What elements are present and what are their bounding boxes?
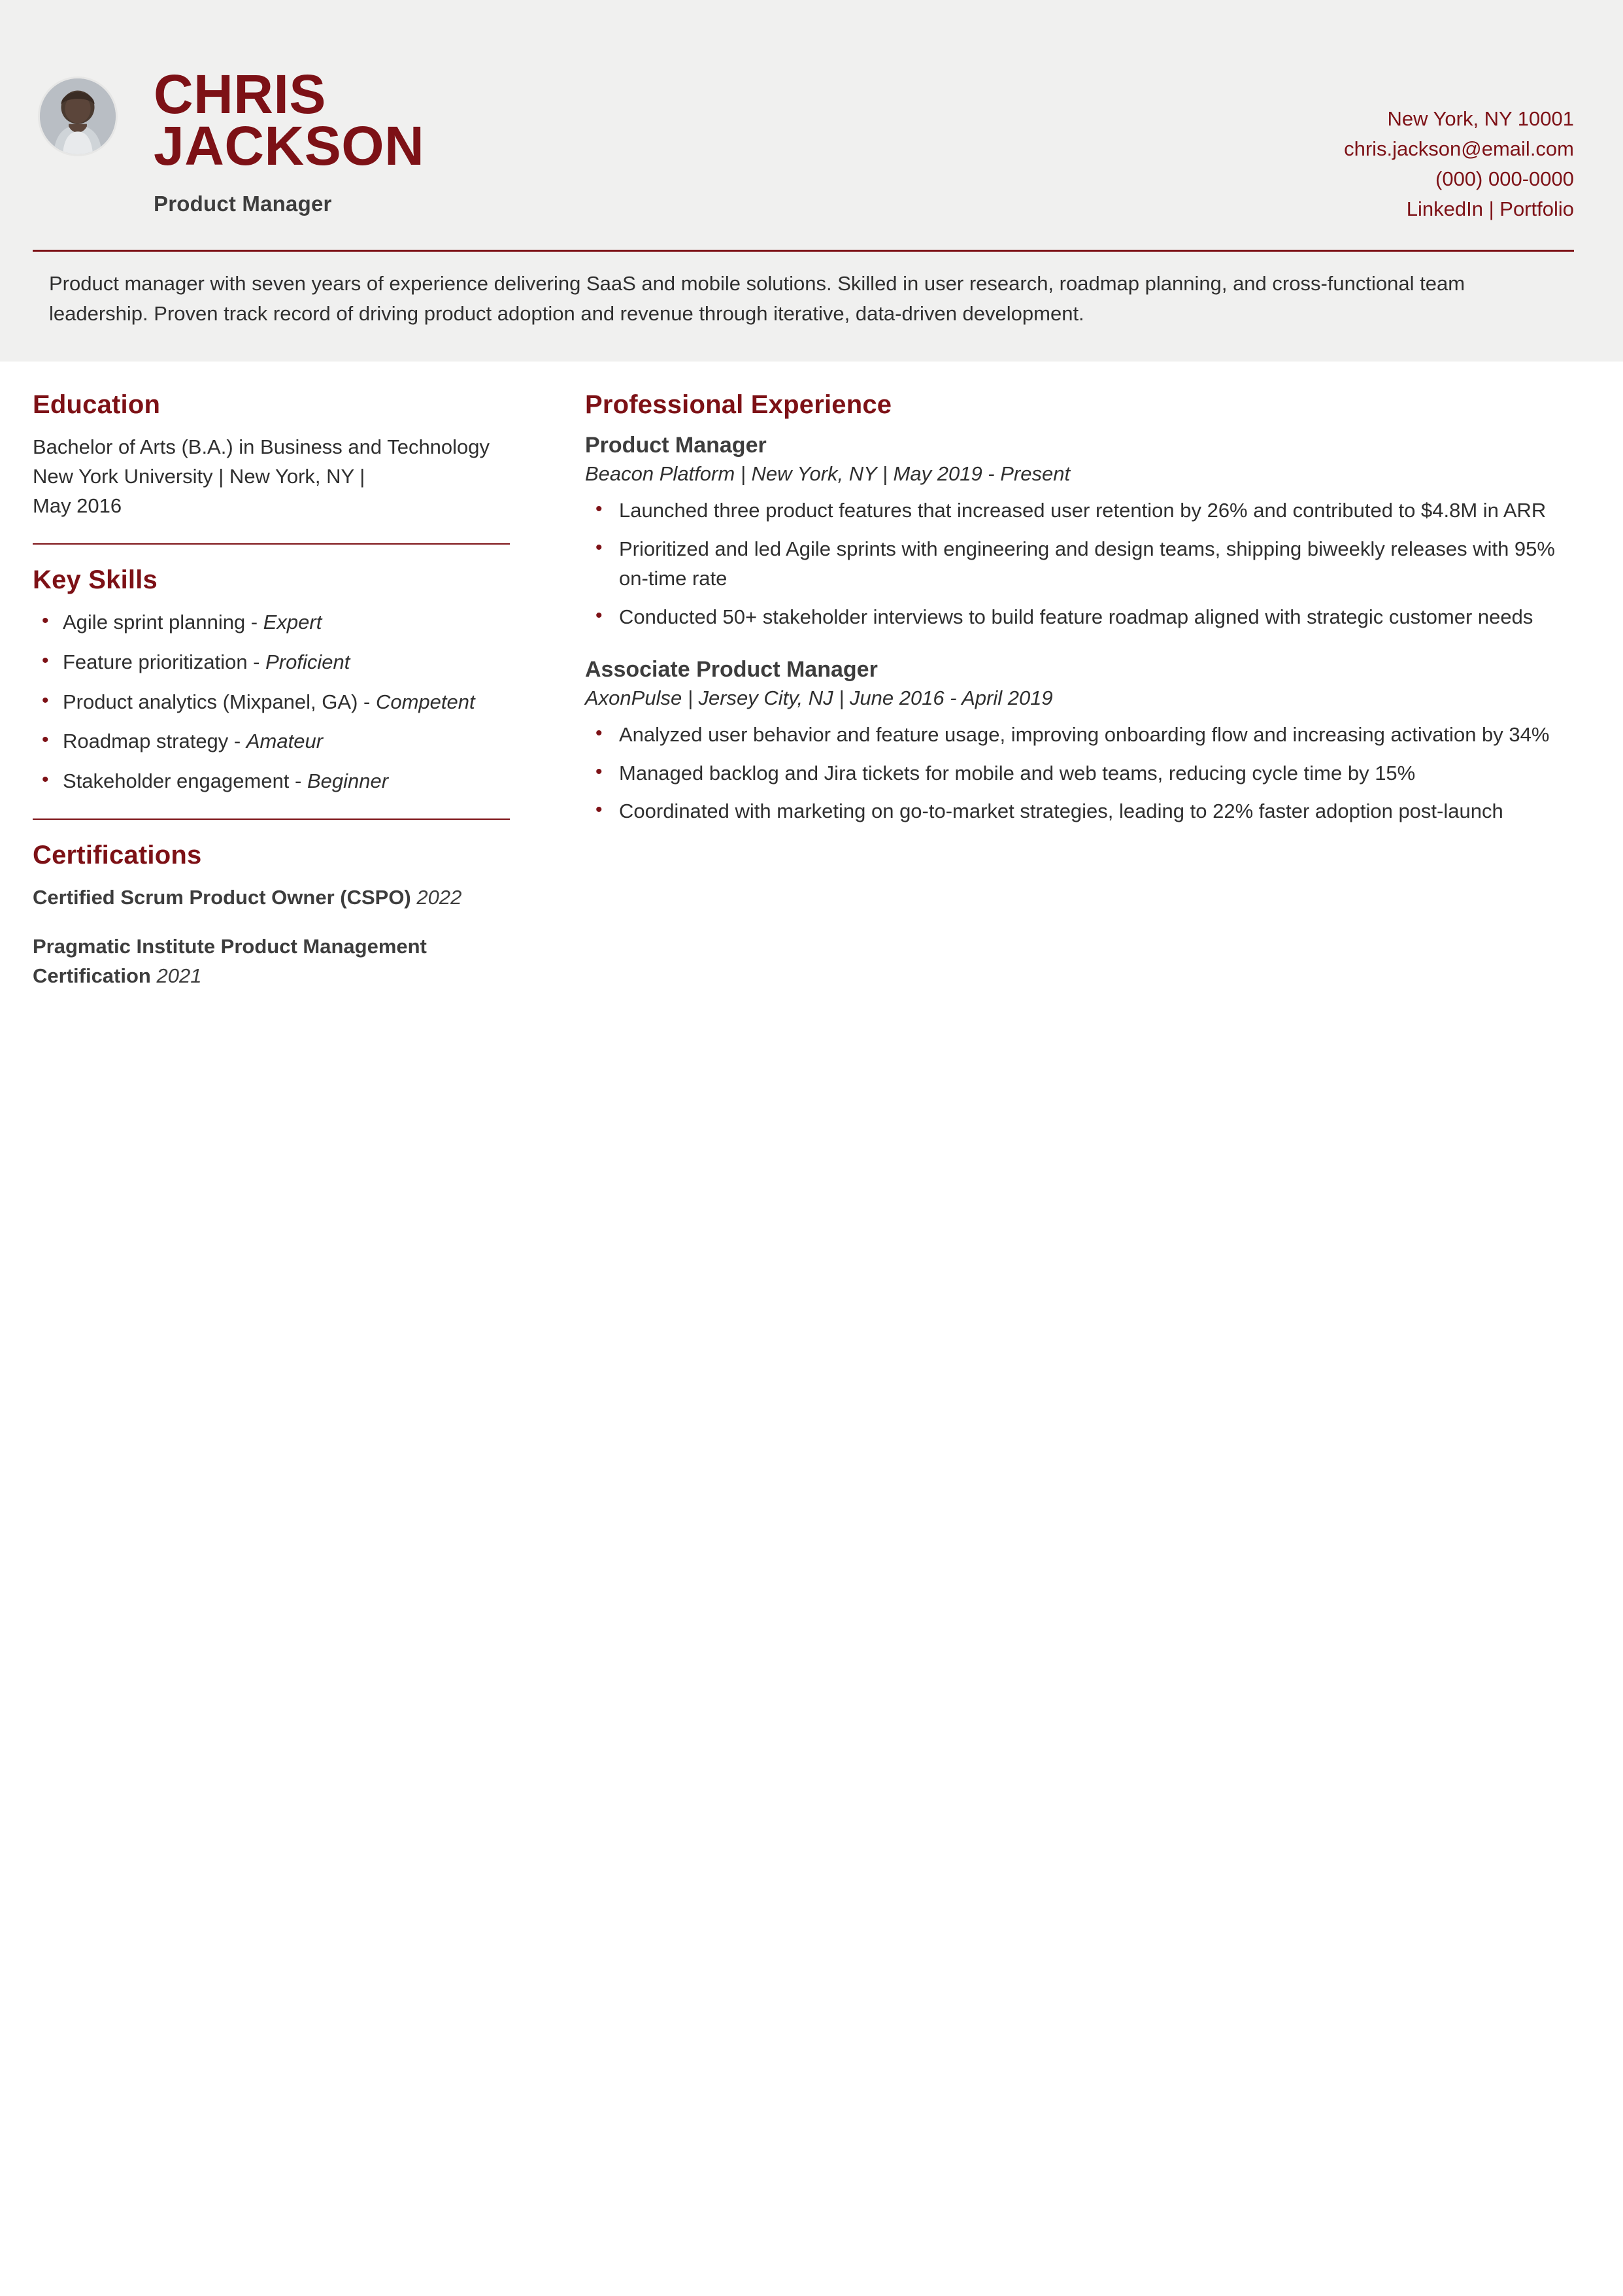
experience-title: Professional Experience — [585, 390, 892, 419]
professional-summary: Product manager with seven years of experience delivering SaaS and mobile solutions. Skilled in user research, roadmap planning, and cross-functional team leadership. Proven track record of driving product adoption and revenue through iterative, data-driven development. — [49, 272, 1465, 325]
skills-divider — [33, 819, 510, 820]
list-item — [33, 688, 510, 717]
skill-name: Agile sprint planning - — [63, 610, 263, 633]
experience-entry — [585, 657, 1577, 827]
avatar — [38, 76, 118, 156]
list-item — [33, 767, 510, 796]
list-item: • Analyzed user behavior and feature usage, improving onboarding flow and increasing activation by 34% — [585, 720, 1577, 750]
skill-name: Roadmap strategy - — [63, 730, 246, 753]
list-item: • Conducted 50+ stakeholder interviews to build feature roadmap aligned with strategic customer needs — [585, 603, 1577, 632]
skills-section — [33, 566, 510, 797]
list-item: • Managed backlog and Jira tickets for mobile and web teams, reducing cycle time by 15% — [585, 759, 1577, 788]
right-column — [549, 362, 1623, 1011]
list-item — [33, 932, 510, 991]
certifications-section — [33, 841, 510, 991]
skill-name: Stakeholder engagement - — [63, 769, 307, 793]
avatar-photo-icon — [40, 78, 116, 154]
certification-name: Certified Scrum Product Owner (CSPO) — [33, 886, 417, 909]
certification-name: Pragmatic Institute Product Management Certification — [33, 935, 427, 988]
list-item: • Launched three product features that increased user retention by 26% and contributed to $4.8M in ARR — [585, 496, 1577, 526]
contact-location: New York, NY 10001 — [1387, 107, 1574, 130]
name-block — [154, 63, 425, 216]
skill-level: Expert — [263, 610, 322, 633]
certification-year: 2022 — [416, 886, 462, 909]
experience-entry — [585, 433, 1577, 632]
skill-level: Amateur — [246, 730, 324, 753]
resume-header — [0, 0, 1623, 362]
contact-links — [1344, 195, 1574, 224]
job-meta: AxonPulse | Jersey City, NJ | June 2016 - April 2019 — [585, 686, 1053, 709]
contact-phone: (000) 000-0000 — [1435, 167, 1574, 191]
skills-list — [33, 608, 510, 797]
education-divider — [33, 543, 510, 545]
skill-name: Product analytics (Mixpanel, GA) - — [63, 690, 376, 713]
resume-body — [0, 362, 1623, 1011]
list-item: • Prioritized and led Agile sprints with engineering and design teams, shipping biweekly releases with 95% on-time rate — [585, 535, 1577, 594]
list-item: • Coordinated with marketing on go-to-market strategies, leading to 22% faster adoption post-launch — [585, 797, 1577, 826]
header-job-title: Product Manager — [154, 191, 332, 216]
education-school: New York University | New York, NY | — [33, 464, 365, 488]
last-name: JACKSON — [154, 114, 425, 177]
job-role: Associate Product Manager — [585, 656, 878, 682]
skill-level: Competent — [375, 690, 475, 713]
education-degree: Bachelor of Arts (B.A.) in Business and Technology — [33, 435, 490, 458]
job-bullets — [585, 496, 1577, 632]
list-item — [33, 608, 510, 637]
header-top-row — [33, 46, 1574, 225]
education-date: May 2016 — [33, 494, 122, 517]
list-item — [33, 883, 510, 913]
skill-level: Proficient — [265, 650, 350, 673]
contact-block — [1344, 46, 1574, 225]
skills-title: Key Skills — [33, 565, 158, 594]
identity-block — [33, 46, 424, 216]
education-title: Education — [33, 390, 161, 419]
full-name — [154, 63, 425, 177]
list-item — [33, 648, 510, 677]
links-separator: | — [1482, 197, 1500, 221]
portfolio-link[interactable]: Portfolio — [1499, 197, 1574, 221]
certification-year: 2021 — [156, 964, 202, 988]
job-role: Product Manager — [585, 432, 767, 458]
first-name: CHRIS — [154, 63, 326, 125]
education-section — [33, 390, 510, 521]
list-item — [33, 727, 510, 756]
job-bullets — [585, 720, 1577, 827]
skill-level: Beginner — [307, 769, 389, 793]
contact-email[interactable]: chris.jackson@email.com — [1344, 137, 1574, 161]
education-entry — [33, 433, 510, 521]
left-column — [0, 362, 549, 1011]
linkedin-link[interactable]: LinkedIn — [1406, 197, 1483, 221]
certifications-title: Certifications — [33, 841, 202, 870]
skill-name: Feature prioritization - — [63, 650, 266, 673]
job-meta: Beacon Platform | New York, NY | May 2019 - Present — [585, 462, 1071, 485]
